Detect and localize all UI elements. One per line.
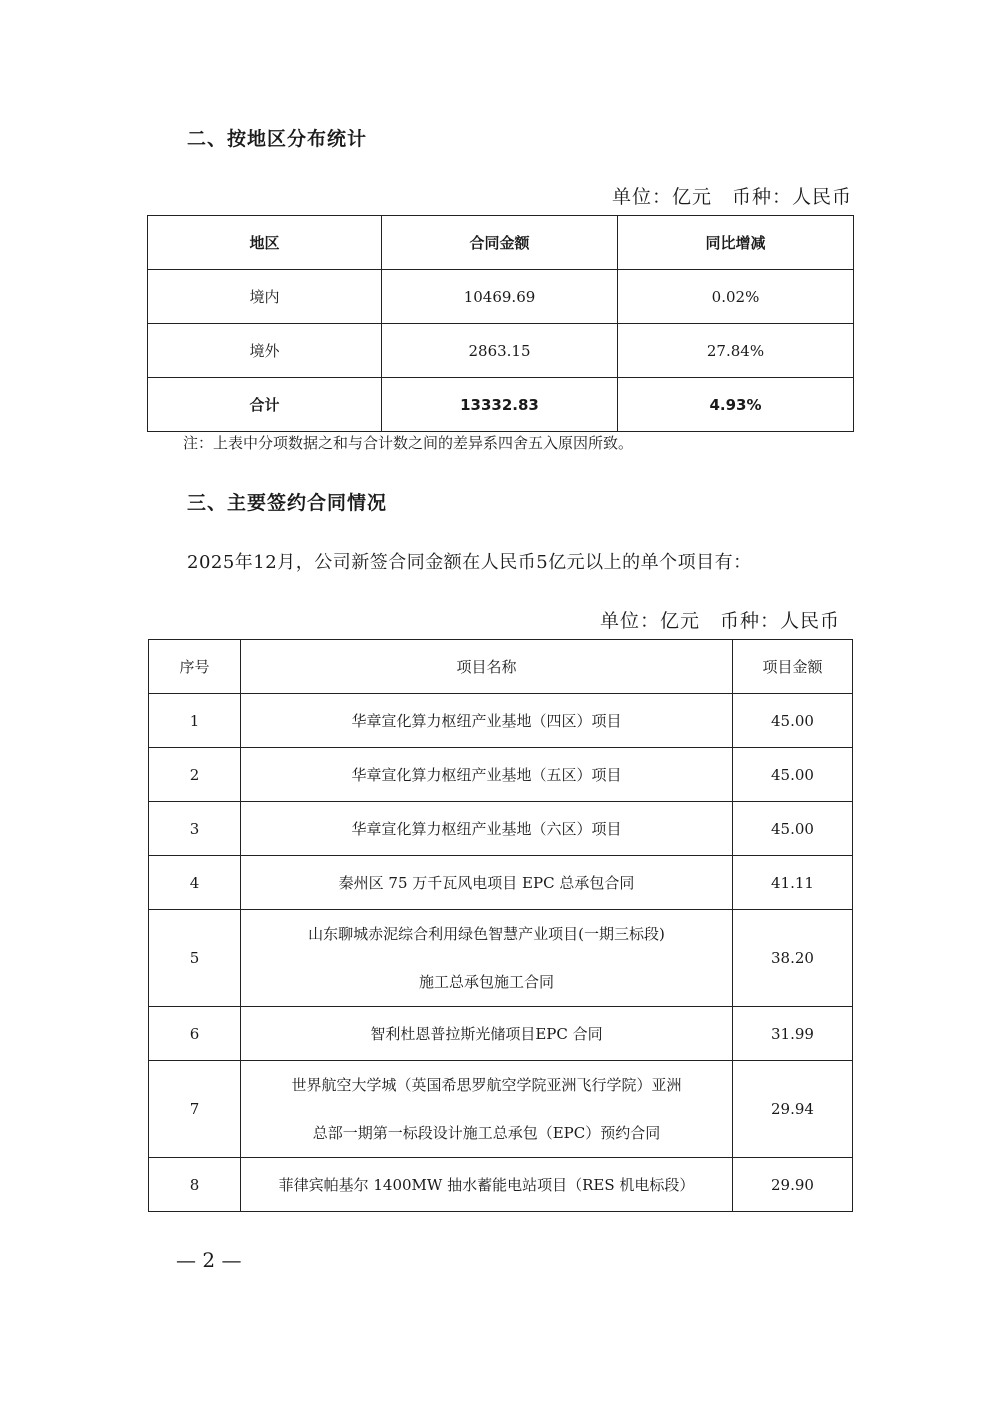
table-row [149, 910, 853, 1007]
table-row [149, 1007, 853, 1061]
region-cell: 境内 [148, 270, 382, 324]
section3-paragraph: 2025年12月，公司新签合同金额在人民币5亿元以上的单个项目有： [187, 552, 752, 573]
table-row [149, 1061, 853, 1158]
amount-cell: 10469.69 [382, 270, 618, 324]
project-name-line: 施工总承包施工合同 [418, 973, 554, 991]
project-amount-cell: 41.11 [733, 856, 853, 910]
major-contracts-table [148, 639, 853, 1212]
seq-cell: 8 [149, 1158, 241, 1212]
table-row [148, 270, 854, 324]
seq-cell: 5 [149, 910, 241, 1007]
project-name-cell: 华章宣化算力枢纽产业基地（六区）项目 [241, 802, 733, 856]
project-name-line: 山东聊城赤泥综合利用绿色智慧产业项目(一期三标段) [308, 925, 665, 943]
section2-unit-label: 单位：亿元 币种：人民币 [611, 186, 852, 208]
region-cell: 境外 [148, 324, 382, 378]
section2-heading: 二、按地区分布统计 [187, 128, 368, 150]
project-name-cell: 华章宣化算力枢纽产业基地（五区）项目 [241, 748, 733, 802]
section3-unit-label: 单位：亿元 币种：人民币 [599, 610, 840, 632]
project-amount-cell: 29.90 [733, 1158, 853, 1212]
header-project-amount: 项目金额 [733, 640, 853, 694]
amount-cell: 2863.15 [382, 324, 618, 378]
header-yoy-change: 同比增减 [618, 216, 854, 270]
table-total-row [148, 378, 854, 432]
project-name-cell [241, 1061, 733, 1158]
table-header-row [149, 640, 853, 694]
project-amount-cell: 29.94 [733, 1061, 853, 1158]
yoy-cell: 27.84% [618, 324, 854, 378]
seq-cell: 7 [149, 1061, 241, 1158]
project-name-cell: 华章宣化算力枢纽产业基地（四区）项目 [241, 694, 733, 748]
project-name-line: 总部一期第一标段设计施工总承包（EPC）预约合同 [312, 1124, 661, 1142]
project-name-cell: 菲律宾帕基尔 1400MW 抽水蓄能电站项目（RES 机电标段） [241, 1158, 733, 1212]
seq-cell: 6 [149, 1007, 241, 1061]
project-amount-cell: 38.20 [733, 910, 853, 1007]
total-amount: 13332.83 [382, 378, 618, 432]
table-row [149, 1158, 853, 1212]
header-contract-amount: 合同金额 [382, 216, 618, 270]
seq-cell: 2 [149, 748, 241, 802]
project-name-line: 世界航空大学城（英国希思罗航空学院亚洲飞行学院）亚洲 [291, 1076, 682, 1094]
table-row [149, 748, 853, 802]
project-amount-cell: 31.99 [733, 1007, 853, 1061]
seq-cell: 1 [149, 694, 241, 748]
table-row [149, 856, 853, 910]
project-amount-cell: 45.00 [733, 748, 853, 802]
project-name-cell: 智利杜恩普拉斯光储项目EPC 合同 [241, 1007, 733, 1061]
project-name-cell: 秦州区 75 万千瓦风电项目 EPC 总承包合同 [241, 856, 733, 910]
table-note: 注：上表中分项数据之和与合计数之间的差异系四舍五入原因所致。 [183, 434, 634, 452]
seq-cell: 3 [149, 802, 241, 856]
header-region: 地区 [148, 216, 382, 270]
table-row [148, 324, 854, 378]
project-amount-cell: 45.00 [733, 694, 853, 748]
page-number: — 2 — [176, 1248, 242, 1272]
project-name-cell [241, 910, 733, 1007]
section3-heading: 三、主要签约合同情况 [187, 492, 388, 514]
yoy-cell: 0.02% [618, 270, 854, 324]
total-yoy: 4.93% [618, 378, 854, 432]
region-distribution-table [147, 215, 854, 432]
table-row [149, 694, 853, 748]
total-label: 合计 [148, 378, 382, 432]
table-header-row [148, 216, 854, 270]
header-project-name: 项目名称 [241, 640, 733, 694]
header-seq: 序号 [149, 640, 241, 694]
seq-cell: 4 [149, 856, 241, 910]
project-amount-cell: 45.00 [733, 802, 853, 856]
table-row [149, 802, 853, 856]
